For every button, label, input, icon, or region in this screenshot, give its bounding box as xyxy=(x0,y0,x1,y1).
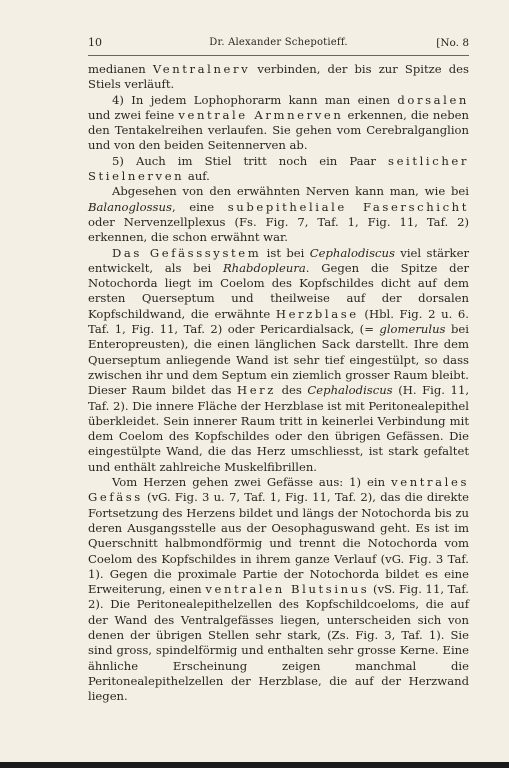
spaced-term: dorsalen xyxy=(397,92,469,107)
text-run: viel stärker entwickelt, als bei xyxy=(88,245,469,275)
text-run: 4) In jedem Lophophorarm kann man einen xyxy=(112,92,398,107)
paragraph xyxy=(88,93,469,154)
italic-term: Cephalodiscus xyxy=(307,383,393,398)
spaced-term: ventralen Blutsinus xyxy=(205,582,370,597)
text-run: medianen xyxy=(88,62,153,76)
spaced-term: Ventralnerv xyxy=(152,62,251,76)
scan-edge xyxy=(0,762,509,768)
paragraph xyxy=(88,62,469,93)
text-run: (vG. Fig. 3 u. 7, Taf. 1, Fig. 11, Taf. 2), das die direkte Fortsetzung des Herzens bildet und längs der Notochorda bis zu deren Ausgangsstelle aus der Oesophaguswand geht. Es ist im Querschnitt halbmondförmig und trennt die Notochorda vom Coelom des Kopfschildes in ihrem ganze Verlauf (vG. Fig. 3 Taf. 1). Gegen die proximale Partie der Notochorda bildet es eine Erweiterung, einen xyxy=(88,490,469,597)
italic-term: glomerulus xyxy=(379,322,446,337)
spaced-term: seitlicher Stielnerven xyxy=(88,153,469,184)
running-title: Dr. Alexander Schepotieff. xyxy=(209,37,348,48)
text-run: ist bei xyxy=(261,245,310,260)
spaced-term: Herzblase xyxy=(275,306,359,321)
text-run: (vS. Fig. 11, Taf. 2). Die Peritonealepithelzellen des Kopfschildcoeloms, die auf der Wand des Ventralgefässes liegen, unterscheiden sich von denen der übrigen Stellen sehr stark, (Zs. Fig. 3, Taf. 1). Sie sind gross, spindelförmig und enthalten sehr grosse Kerne. Eine ähnliche Erscheinung zeigen manchmal die Peritonealepithelzellen der Herzblase, die auf der Herzwand liegen. xyxy=(88,582,469,704)
paragraph xyxy=(88,154,469,185)
text-run: verbinden, der bis zur Spitze des Stiels verläuft. xyxy=(88,62,469,92)
text-run: Abgesehen von den erwähnten Nerven kann man, wie bei xyxy=(112,184,469,199)
spaced-term: subepitheliale Faserschicht xyxy=(227,199,470,214)
header-rule xyxy=(88,55,469,56)
italic-term: Cephalodiscus xyxy=(309,245,395,260)
text-run: Vom Herzen gehen zwei Gefässe aus: 1) ein xyxy=(112,475,392,490)
italic-term: Rhabdopleura xyxy=(222,260,306,275)
paragraph xyxy=(88,184,469,245)
body-text xyxy=(88,62,469,704)
text-run: (H. Fig. 11, Taf. 2). Die innere Fläche der Herzblase ist mit Peritonealepithel überkleidet. Sein innerer Raum tritt in keinerlei Verbindung mit dem Coelom des Kopfschildes oder den übrigen Gefässen. Die eingestülpte Wand, die das Herz umschliesst, ist stark gefaltet und enthält zahlreiche Muskelfibrillen. xyxy=(88,383,470,474)
text-run: des xyxy=(276,383,308,398)
paragraph xyxy=(88,475,469,704)
text-run: auf. xyxy=(184,169,210,184)
text-run: und zwei feine xyxy=(88,107,179,122)
text-run: bei Enteropreusten), die einen länglichen Sack darstellt. Ihre dem Querseptum anliegende Wand ist sehr tief eingestülpt, so dass zwischen ihr und dem Septum ein ziemlich grosser Raum bleibt. Dieser Raum bildet das xyxy=(88,322,469,398)
italic-term: Balanoglossus xyxy=(88,199,172,214)
text-run: erkennen, die neben den Tentakelreihen verlaufen. Sie gehen vom Cerebralganglion und von den beiden Seitennerven ab. xyxy=(88,107,469,153)
issue-number: [No. 8 xyxy=(436,37,469,49)
spaced-term: Herz xyxy=(236,383,277,398)
spaced-term: ventrale Armnerven xyxy=(178,107,344,122)
text-run: . Gegen die Spitze der Notochorda liegt im Coelom des Kopfschildes dicht auf dem ersten Querseptum und theilweise auf der dorsalen Kopfschildwand, die erwähnte xyxy=(88,260,469,321)
page-number: 10 xyxy=(88,36,102,49)
text-run: oder Nervenzellplexus (Fs. Fig. 7, Taf. 1, Fig. 11, Taf. 2) erkennen, die schon erwähnt war. xyxy=(88,214,469,245)
page-header xyxy=(88,36,469,50)
paragraph xyxy=(88,246,469,475)
text-run: (Hbl. Fig. 2 u. 6. Taf. 1, Fig. 11, Taf. 2) oder Pericardialsack, (= xyxy=(88,306,469,337)
text-run: 5) Auch im Stiel tritt noch ein Paar xyxy=(112,153,389,168)
spaced-term: ventrales Gefäss xyxy=(88,475,469,505)
text-run: , eine xyxy=(171,199,228,214)
spaced-term: Das Gefässsystem xyxy=(112,245,262,260)
